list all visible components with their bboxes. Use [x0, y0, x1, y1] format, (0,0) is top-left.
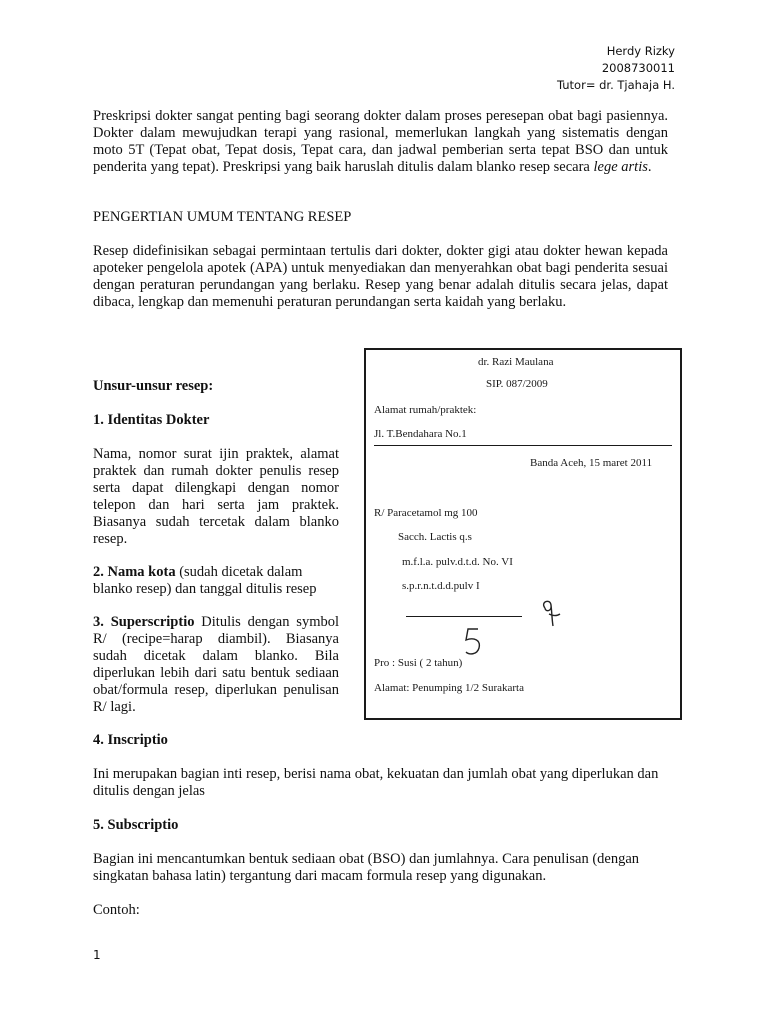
section-4-title: 4. Inscriptio [93, 732, 168, 748]
rx-sip: SIP. 087/2009 [486, 378, 548, 390]
intro-italic: lege artis [593, 159, 648, 175]
page-number: 1 [93, 948, 101, 962]
section-3 [93, 614, 339, 716]
rx-patient-address: Alamat: Penumping 1/2 Surakarta [374, 682, 524, 694]
rx-divider [374, 445, 672, 446]
rx-address: Jl. T.Bendahara No.1 [374, 428, 467, 440]
contoh-label: Contoh: [93, 902, 140, 918]
section-2-text: (sudah dicetak dalam blanko resep) dan tanggal ditulis resep [93, 564, 317, 597]
section-4-text: Ini merupakan bagian inti resep, berisi nama obat, kekuatan dan jumlah obat yang diperlukan dan ditulis dengan jelas [93, 766, 659, 799]
signature-scribble-s [460, 626, 486, 658]
rx-address-label: Alamat rumah/praktek: [374, 404, 477, 416]
rx-instruction-2: s.p.r.n.t.d.d.pulv I [402, 580, 480, 592]
section-1-text: Nama, nomor surat ijin praktek, alamat praktek dan rumah dokter penulis resep serta dapat dilengkapi dengan nomor telepon dan hari serta jam praktek. Biasanya sudah tercetak dalam blanko resep. [93, 446, 339, 547]
rx-patient: Pro : Susi ( 2 tahun) [374, 657, 463, 669]
rx-city-date: Banda Aceh, 15 maret 2011 [530, 457, 653, 469]
rx-ingredient: Sacch. Lactis q.s [398, 531, 472, 543]
section-2 [93, 564, 343, 598]
intro-paragraph: Preskripsi dokter sangat penting bagi seorang dokter dalam proses peresepan obat bagi pasiennya. Dokter dalam mewujudkan terapi yang rasional, memerlukan langkah yang sistematis dengan moto 5T (Tepat obat, Tepat dosis, Tepat cara, dan jadwal pemberian serta tepat BSO dan untuk penderita yang tepat). Preskripsi yang baik haruslah ditulis dalam blanko resep secara lege artis. [93, 108, 668, 175]
section-1-title: 1. Identitas Dokter [93, 412, 210, 428]
definition-heading: PENGERTIAN UMUM TENTANG RESEP [93, 209, 352, 225]
rx-superscriptio: R/ Paracetamol mg 100 [374, 507, 478, 519]
student-id: 2008730011 [601, 61, 675, 75]
section-5-text: Bagian ini mencantumkan bentuk sediaan obat (BSO) dan jumlahnya. Cara penulisan (dengan singkatan bahasa latin) tergantung dari macam formula resep yang digunakan. [93, 851, 640, 884]
signature-scribble-right [536, 598, 562, 628]
author-name: Herdy Rizky [606, 44, 675, 58]
section-2-title: 2. Nama kota [93, 564, 176, 580]
definition-paragraph: Resep didefinisikan sebagai permintaan tertulis dari dokter, dokter gigi atau dokter hewan kepada apoteker pengelola apotek (APA) untuk menyediakan dan menyerahkan obat bagi penderita sesuai dengan peraturan perundangan yang berlaku. Resep yang benar adalah ditulis secara jelas, dapat dibaca, lengkap dan memenuhi peraturan perundangan serta kaidah yang berlaku. [93, 243, 668, 310]
section-3-title: 3. Superscriptio [93, 614, 195, 630]
section-5-title: 5. Subscriptio [93, 817, 179, 833]
tutor-name: Tutor= dr. Tjahaja H. [556, 78, 675, 92]
rx-instruction-1: m.f.l.a. pulv.d.t.d. No. VI [402, 556, 513, 568]
rx-doctor-name: dr. Razi Maulana [478, 356, 554, 368]
rx-signature-line [406, 616, 522, 617]
unsur-heading: Unsur-unsur resep: [93, 378, 214, 394]
prescription-example [364, 348, 682, 720]
section-3-text: Ditulis dengan symbol R/ (recipe=harap diambil). Biasanya sudah dicetak dalam blanko. Bila diperlukan lebih dari satu bentuk sediaan obat/formula resep, diperlukan penulisan R/ lagi. [93, 614, 339, 715]
